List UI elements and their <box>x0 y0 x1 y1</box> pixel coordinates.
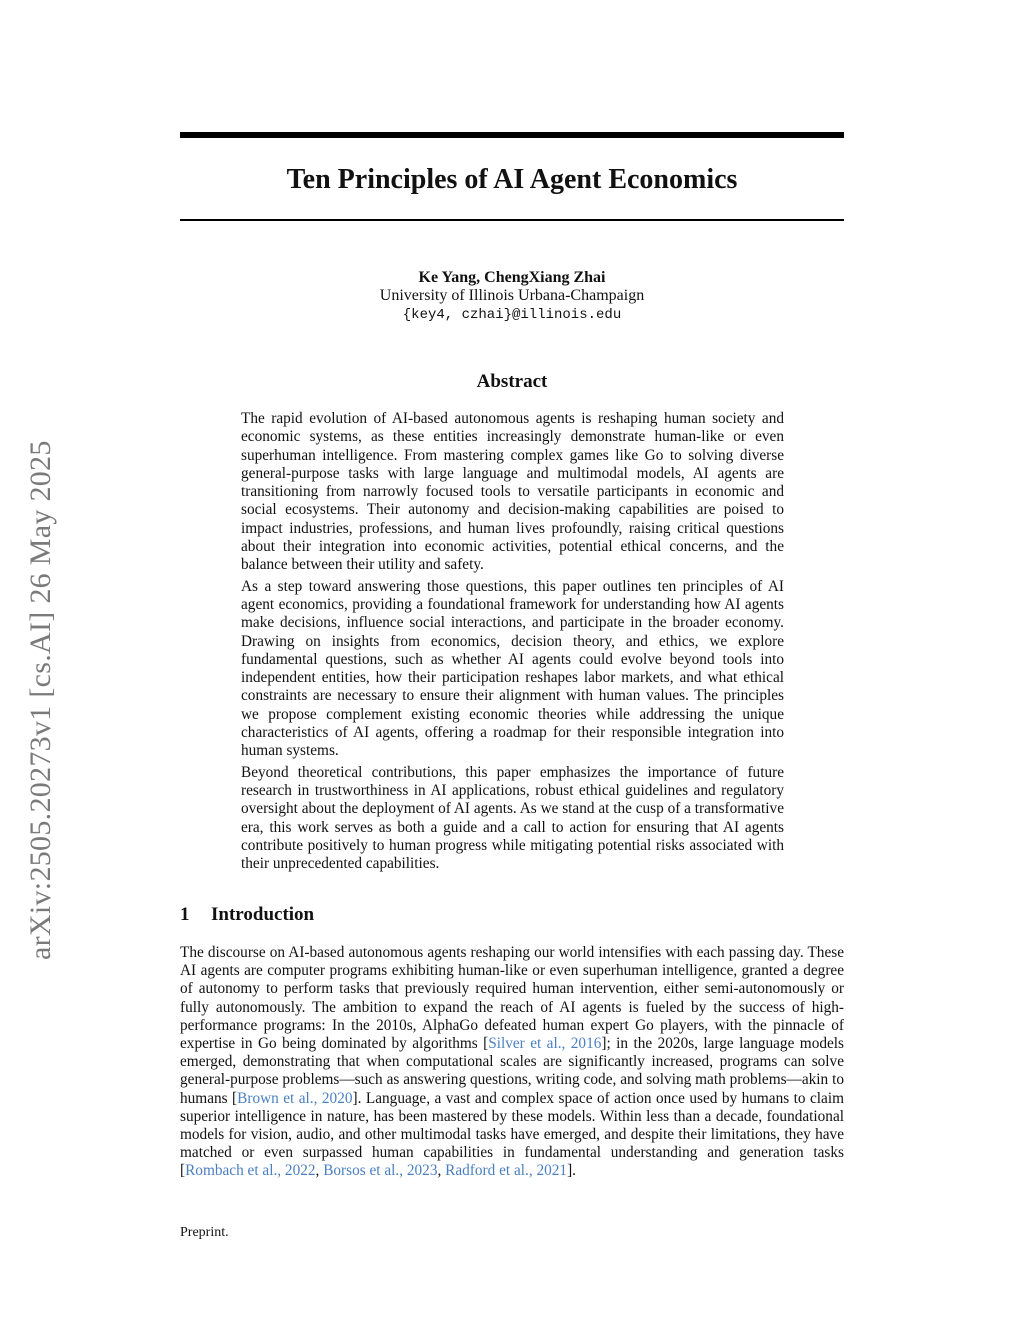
intro-text: ]. <box>567 1162 576 1180</box>
citation-link[interactable]: Rombach et al., 2022 <box>185 1162 316 1180</box>
title-rule-top <box>180 132 844 138</box>
introduction-body <box>180 944 844 1181</box>
section-title: Introduction <box>211 904 315 925</box>
paper-title: Ten Principles of AI Agent Economics <box>286 164 738 195</box>
citation-link[interactable]: Borsos et al., 2023 <box>323 1162 438 1180</box>
introduction-paragraph <box>180 944 844 1181</box>
section-heading-introduction <box>180 902 844 928</box>
citation-link[interactable]: Brown et al., 2020 <box>237 1089 353 1107</box>
abstract-paragraph: As a step toward answering those questions, this paper outlines ten principles of AI agent economics, providing a foundational framework for understanding how AI agents make decisions, influence social interactions, and participate in the broader economy. Drawing on insights from economics, decision theory, and ethics, we explore fundamental questions, such as whether AI agents could evolve beyond tools into independent entities, how their participation reshapes labor markets, and what ethical constraints are necessary to ensure their alignment with human values. The principles we propose complement existing economic theories while addressing the unique characteristics of AI agents, offering a roadmap for their responsible integration into human systems. <box>241 577 784 760</box>
author-block <box>180 268 844 325</box>
abstract-body <box>241 410 784 876</box>
arxiv-identifier: arXiv:2505.20273v1 [cs.AI] 26 May 2025 <box>24 440 57 960</box>
intro-text: ]; in the 2020s, large language models emerged, demonstrating that when computational scales are significantly increased, programs can solve general-purpose problems—such as answering questions, writing code, and solving math problems—akin to humans [ <box>180 1035 844 1107</box>
page-footer: Preprint. <box>180 1225 229 1240</box>
abstract-paragraph: Beyond theoretical contributions, this paper emphasizes the importance of future research in trustworthiness in AI applications, robust ethical guidelines and regulatory oversight about the deployment of AI agents. As we stand at the cusp of a transformative era, this work serves as both a guide and a call to action for ensuring that AI agents contribute positively to human progress while mitigating potential risks associated with their unprecedented capabilities. <box>241 763 784 873</box>
citation-link[interactable]: Silver et al., 2016 <box>488 1035 602 1053</box>
author-email: {key4, czhai}@illinois.edu <box>402 307 622 323</box>
abstract-paragraph: The rapid evolution of AI-based autonomous agents is reshaping human society and economic systems, as these entities increasingly demonstrate human-like or even superhuman intelligence. From mastering complex games like Go to solving diverse general-purpose tasks with large language and multimodal models, AI agents are transitioning from narrowly focused tools to versatile participants in economic and social ecosystems. Their autonomy and decision-making capabilities are poised to impact industries, professions, and human lives profoundly, raising critical questions about their integration into economic activities, potential ethical concerns, and the balance between their utility and safety. <box>241 410 784 574</box>
section-number: 1 <box>180 904 190 925</box>
title-rule-bottom <box>180 219 844 221</box>
intro-text: , <box>437 1162 446 1180</box>
author-names: Ke Yang, ChengXiang Zhai <box>418 269 606 286</box>
intro-text: The discourse on AI-based autonomous agents reshaping our world intensifies with each passing day. These AI agents are computer programs exhibiting human-like or even superhuman intelligence, granted a degree of autonomy to perform tasks that previously required human intervention, either semi-autonomously or fully autonomously. The ambition to expand the reach of AI agents is fueled by the success of high-performance programs: In the 2010s, AlphaGo defeated human expert Go players, with the pinnacle of expertise in Go being dominated by algorithms [ <box>180 944 844 1053</box>
abstract-heading: Abstract <box>476 371 548 392</box>
author-affiliation: University of Illinois Urbana-Champaign <box>379 287 645 304</box>
intro-text: , <box>315 1162 324 1180</box>
citation-link[interactable]: Radford et al., 2021 <box>445 1162 568 1180</box>
intro-text: ]. Language, a vast and complex space of action once used by humans to claim superior intelligence in nature, has been mastered by these models. Within less than a decade, foundational models for vision, audio, and other multimodal tasks have emerged, and despite their limitations, they have matched or even surpassed human capabilities in fundamental understanding and generation tasks [ <box>180 1089 844 1180</box>
